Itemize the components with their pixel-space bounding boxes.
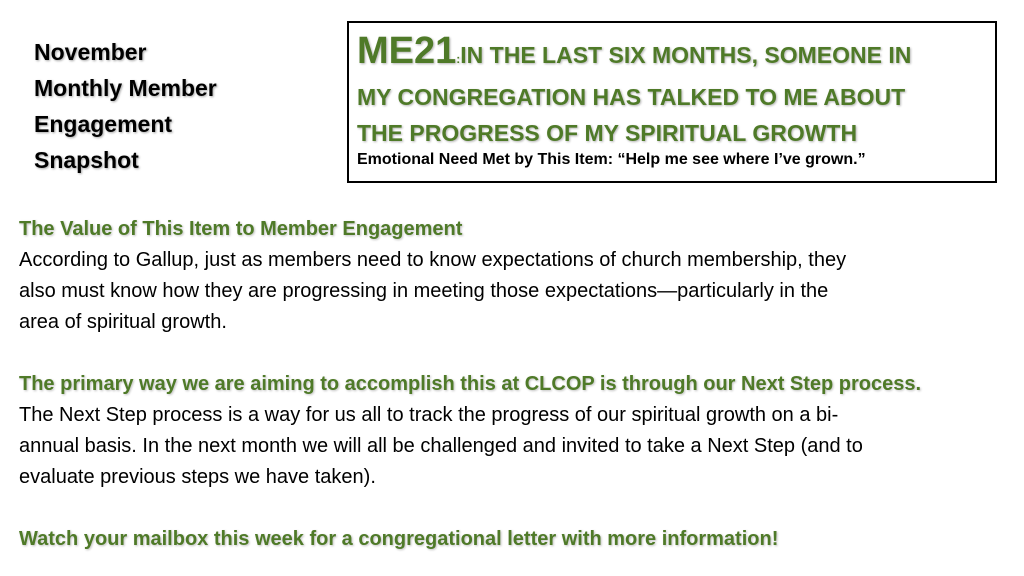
snapshot-title-line: Monthly Member bbox=[34, 75, 217, 101]
value-line: According to Gallup, just as members need to know expectations of church membership, they bbox=[19, 249, 847, 271]
spacer bbox=[19, 338, 1019, 369]
primary-line: annual basis. In the next month we will all be challenged and invited to take a Next Step (and to bbox=[19, 435, 863, 457]
value-heading: The Value of This Item to Member Engagement bbox=[19, 218, 463, 240]
body-text bbox=[19, 214, 1019, 555]
item-heading bbox=[357, 31, 985, 151]
primary-line: The Next Step process is a way for us all to track the progress of our spiritual growth on a bi- bbox=[19, 404, 839, 426]
emotional-need: Emotional Need Met by This Item: “Help me see where I’ve grown.” bbox=[357, 151, 866, 168]
item-code: ME21 bbox=[357, 30, 457, 72]
closing-line: Watch your mailbox this week for a congregational letter with more information! bbox=[19, 528, 779, 550]
primary-heading: The primary way we are aiming to accomplish this at CLCOP is through our Next Step process. bbox=[19, 373, 922, 395]
item-statement-line: THE PROGRESS OF MY SPIRITUAL GROWTH bbox=[357, 120, 858, 146]
item-colon: : bbox=[456, 52, 461, 66]
primary-line: evaluate previous steps we have taken). bbox=[19, 466, 376, 488]
primary-paragraph bbox=[19, 400, 1019, 493]
item-statement-line: MY CONGREGATION HAS TALKED TO ME ABOUT bbox=[357, 84, 906, 110]
value-line: also must know how they are progressing in meeting those expectations—particularly in the bbox=[19, 280, 829, 302]
snapshot-title-line: November bbox=[34, 39, 147, 65]
value-paragraph bbox=[19, 245, 1019, 338]
value-line: area of spiritual growth. bbox=[19, 311, 227, 333]
snapshot-title-line: Engagement bbox=[34, 111, 173, 137]
snapshot-title bbox=[34, 34, 324, 178]
item-box bbox=[347, 21, 997, 183]
item-first-line bbox=[357, 31, 985, 79]
item-statement-line: IN THE LAST SIX MONTHS, SOMEONE IN bbox=[460, 42, 912, 68]
snapshot-title-line: Snapshot bbox=[34, 147, 139, 173]
spacer bbox=[19, 493, 1019, 524]
